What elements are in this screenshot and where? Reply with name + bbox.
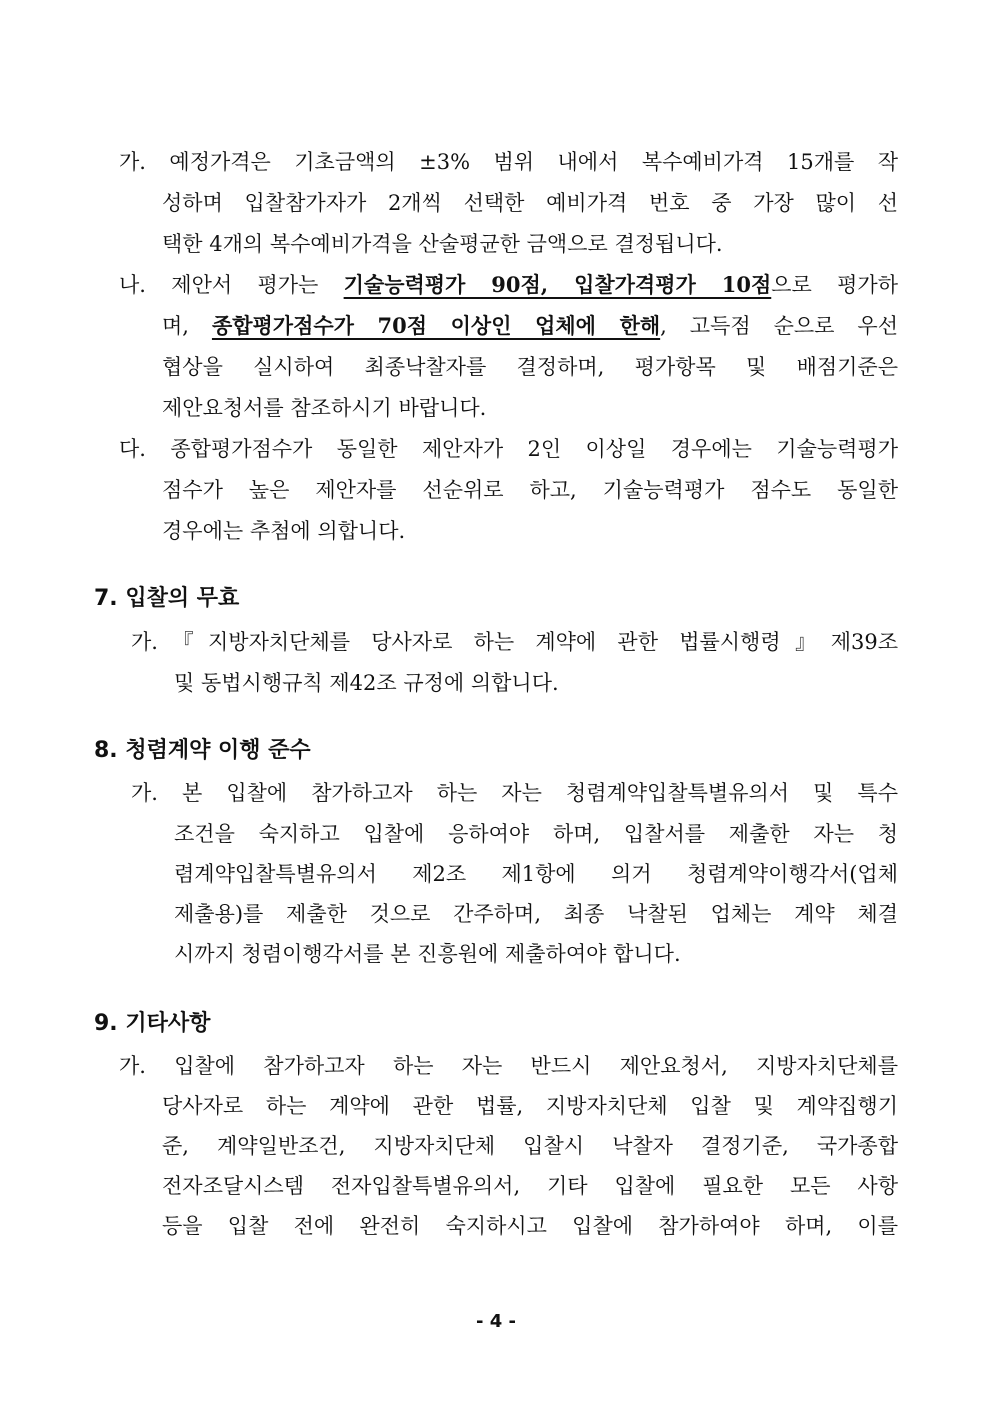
section-9-line: 준, 계약일반조건, 지방자치단체 입찰시 낙찰자 결정기준, 국가종합 [162, 1134, 898, 1158]
para-na-text: 으로 평가하 [771, 273, 898, 297]
section-9-heading: 9. 기타사항 [94, 1011, 211, 1036]
section-8-line: 제출용)를 제출한 것으로 간주하며, 최종 낙찰된 업체는 계약 체결 [174, 902, 898, 926]
section-8-heading: 8. 청렴계약 이행 준수 [94, 738, 311, 763]
para-ga-line: 택한 4개의 복수예비가격을 산술평균한 금액으로 결정됩니다. [162, 232, 723, 256]
section-7-line: 가.『지방자치단체를 당사자로 하는 계약에 관한 법률시행령』제39조 [131, 630, 898, 654]
para-na-line: 협상을 실시하여 최종낙찰자를 결정하며, 평가항목 및 배점기준은 [162, 355, 898, 379]
para-da-line: 다. 종합평가점수가 동일한 제안자가 2인 이상일 경우에는 기술능력평가 [119, 437, 898, 461]
section-8-line: 시까지 청렴이행각서를 본 진흥원에 제출하여야 합니다. [174, 942, 681, 966]
section-9-line: 전자조달시스템 전자입찰특별유의서, 기타 입찰에 필요한 모든 사항 [162, 1174, 898, 1198]
para-na-text: 며, [162, 314, 212, 338]
para-da-line: 경우에는 추첨에 의합니다. [162, 519, 406, 543]
section-8-line: 렴계약입찰특별유의서 제2조 제1항에 의거 청렴계약이행각서(업체 [174, 862, 898, 886]
para-na-text: , 고득점 순으로 우선 [660, 314, 898, 338]
para-na-line [162, 309, 898, 343]
emphasis-threshold: 종합평가점수가 70점 이상인 업체에 한해 [211, 313, 661, 338]
section-9-line: 등을 입찰 전에 완전히 숙지하시고 입찰에 참가하여야 하며, 이를 [162, 1214, 898, 1238]
para-na-text: 나. 제안서 평가는 [119, 273, 344, 297]
section-9-line: 가. 입찰에 참가하고자 하는 자는 반드시 제안요청서, 지방자치단체를 [119, 1054, 898, 1078]
para-da-line: 점수가 높은 제안자를 선순위로 하고, 기술능력평가 점수도 동일한 [162, 478, 898, 502]
para-ga-line: 가. 예정가격은 기초금액의 ±3% 범위 내에서 복수예비가격 15개를 작 [119, 150, 898, 174]
section-9-line: 당사자로 하는 계약에 관한 법률, 지방자치단체 입찰 및 계약집행기 [162, 1094, 898, 1118]
section-7-line: 및 동법시행규칙 제42조 규정에 의합니다. [174, 671, 559, 695]
para-na-line: 제안요청서를 참조하시기 바랍니다. [162, 396, 487, 420]
section-7-heading: 7. 입찰의 무효 [94, 586, 240, 611]
para-na-line [119, 268, 898, 302]
emphasis-score-ratio: 기술능력평가 90점, 입찰가격평가 10점 [343, 272, 772, 297]
para-ga-line: 성하며 입찰참가자가 2개씩 선택한 예비가격 번호 중 가장 많이 선 [162, 191, 898, 215]
section-8-line: 조건을 숙지하고 입찰에 응하여야 하며, 입찰서를 제출한 자는 청 [174, 822, 898, 846]
section-8-line: 가. 본 입찰에 참가하고자 하는 자는 청렴계약입찰특별유의서 및 특수 [131, 781, 898, 805]
page-number: - 4 - [476, 1311, 516, 1332]
